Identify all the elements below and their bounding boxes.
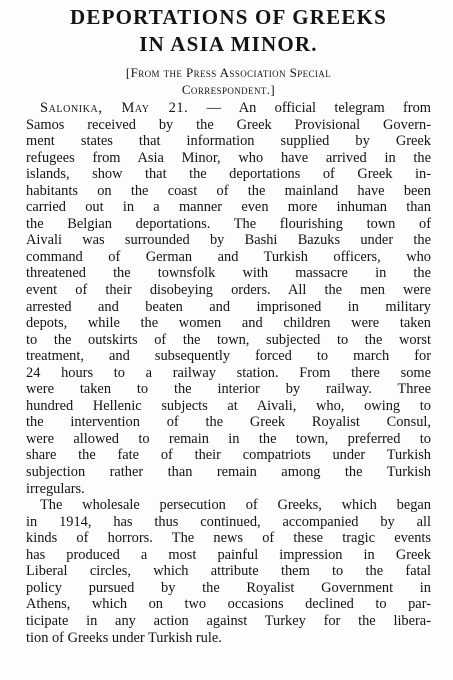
first-line <box>26 100 431 117</box>
text-line: carried out in a manner even more inhuman than <box>26 199 431 216</box>
text-line: Aivali was surrounded by Bashi Bazuks under the <box>26 232 431 249</box>
credit-line: [From the Press Association Special <box>125 65 332 80</box>
text-line: Samos received by the Greek Provisional Govern- <box>26 116 431 133</box>
text-line: subjection rather than remain among the Turkish <box>26 464 431 481</box>
headline-line: DEPORTATIONS OF GREEKS <box>70 5 387 29</box>
text-line: to the outskirts of the town, subjected to the worst <box>26 331 431 348</box>
text-line: Athens, which on two occasions declined to par- <box>26 596 431 613</box>
text-line: arrested and beaten and imprisoned in military <box>26 298 431 315</box>
credit-line: Correspondent.] <box>181 82 276 97</box>
text-line: in 1914, has thus continued, accompanied by all <box>26 513 431 530</box>
text-line: — An official telegram from <box>188 100 431 116</box>
text-line: ment states that information supplied by Greek <box>26 133 431 150</box>
text-line: islands, show that the deportations of Greek in- <box>26 166 431 183</box>
text-line: depots, while the women and children were taken <box>26 315 431 332</box>
text-line: kinds of horrors. The news of these tragic events <box>26 530 431 547</box>
text-line: command of German and Turkish officers, who <box>26 248 431 265</box>
text-line: The wholesale persecution of Greeks, which began <box>40 497 431 514</box>
headline <box>26 4 431 58</box>
paragraph-2 <box>26 497 431 646</box>
press-credit <box>26 64 431 98</box>
text-line: irregulars. <box>26 480 85 497</box>
text-line: the Belgian deportations. The flourishing town of <box>26 215 431 232</box>
dateline: Salonika, May 21. <box>40 100 189 116</box>
text-line: policy pursued by the Royalist Government in <box>26 579 431 596</box>
text-line: Liberal circles, which attribute them to the fatal <box>26 563 431 580</box>
text-line: ticipate in any action against Turkey for the libera- <box>26 612 431 629</box>
text-line: hundred Hellenic subjects at Aivali, who, owing to <box>26 397 431 414</box>
text-line: refugees from Asia Minor, who have arrived in the <box>26 149 431 166</box>
text-line: were taken to the interior by railway. Three <box>26 381 431 398</box>
text-line: the intervention of the Greek Royalist Consul, <box>26 414 431 431</box>
text-line: treatment, and subsequently forced to march for <box>26 348 431 365</box>
paragraph-1 <box>26 100 431 497</box>
text-line: threatened the townsfolk with massacre in the <box>26 265 431 282</box>
text-line: share the fate of their compatriots under Turkish <box>26 447 431 464</box>
text-line: habitants on the coast of the mainland have been <box>26 182 431 199</box>
headline-line: IN ASIA MINOR. <box>139 32 318 56</box>
text-line: were allowed to remain in the town, preferred to <box>26 430 431 447</box>
text-line: has produced a most painful impression in Greek <box>26 546 431 563</box>
text-line: 24 hours to a railway station. From there some <box>26 364 431 381</box>
text-line: event of their disobeying orders. All the men were <box>26 282 431 299</box>
text-line: tion of Greeks under Turkish rule. <box>26 629 222 646</box>
article-body <box>26 100 431 646</box>
